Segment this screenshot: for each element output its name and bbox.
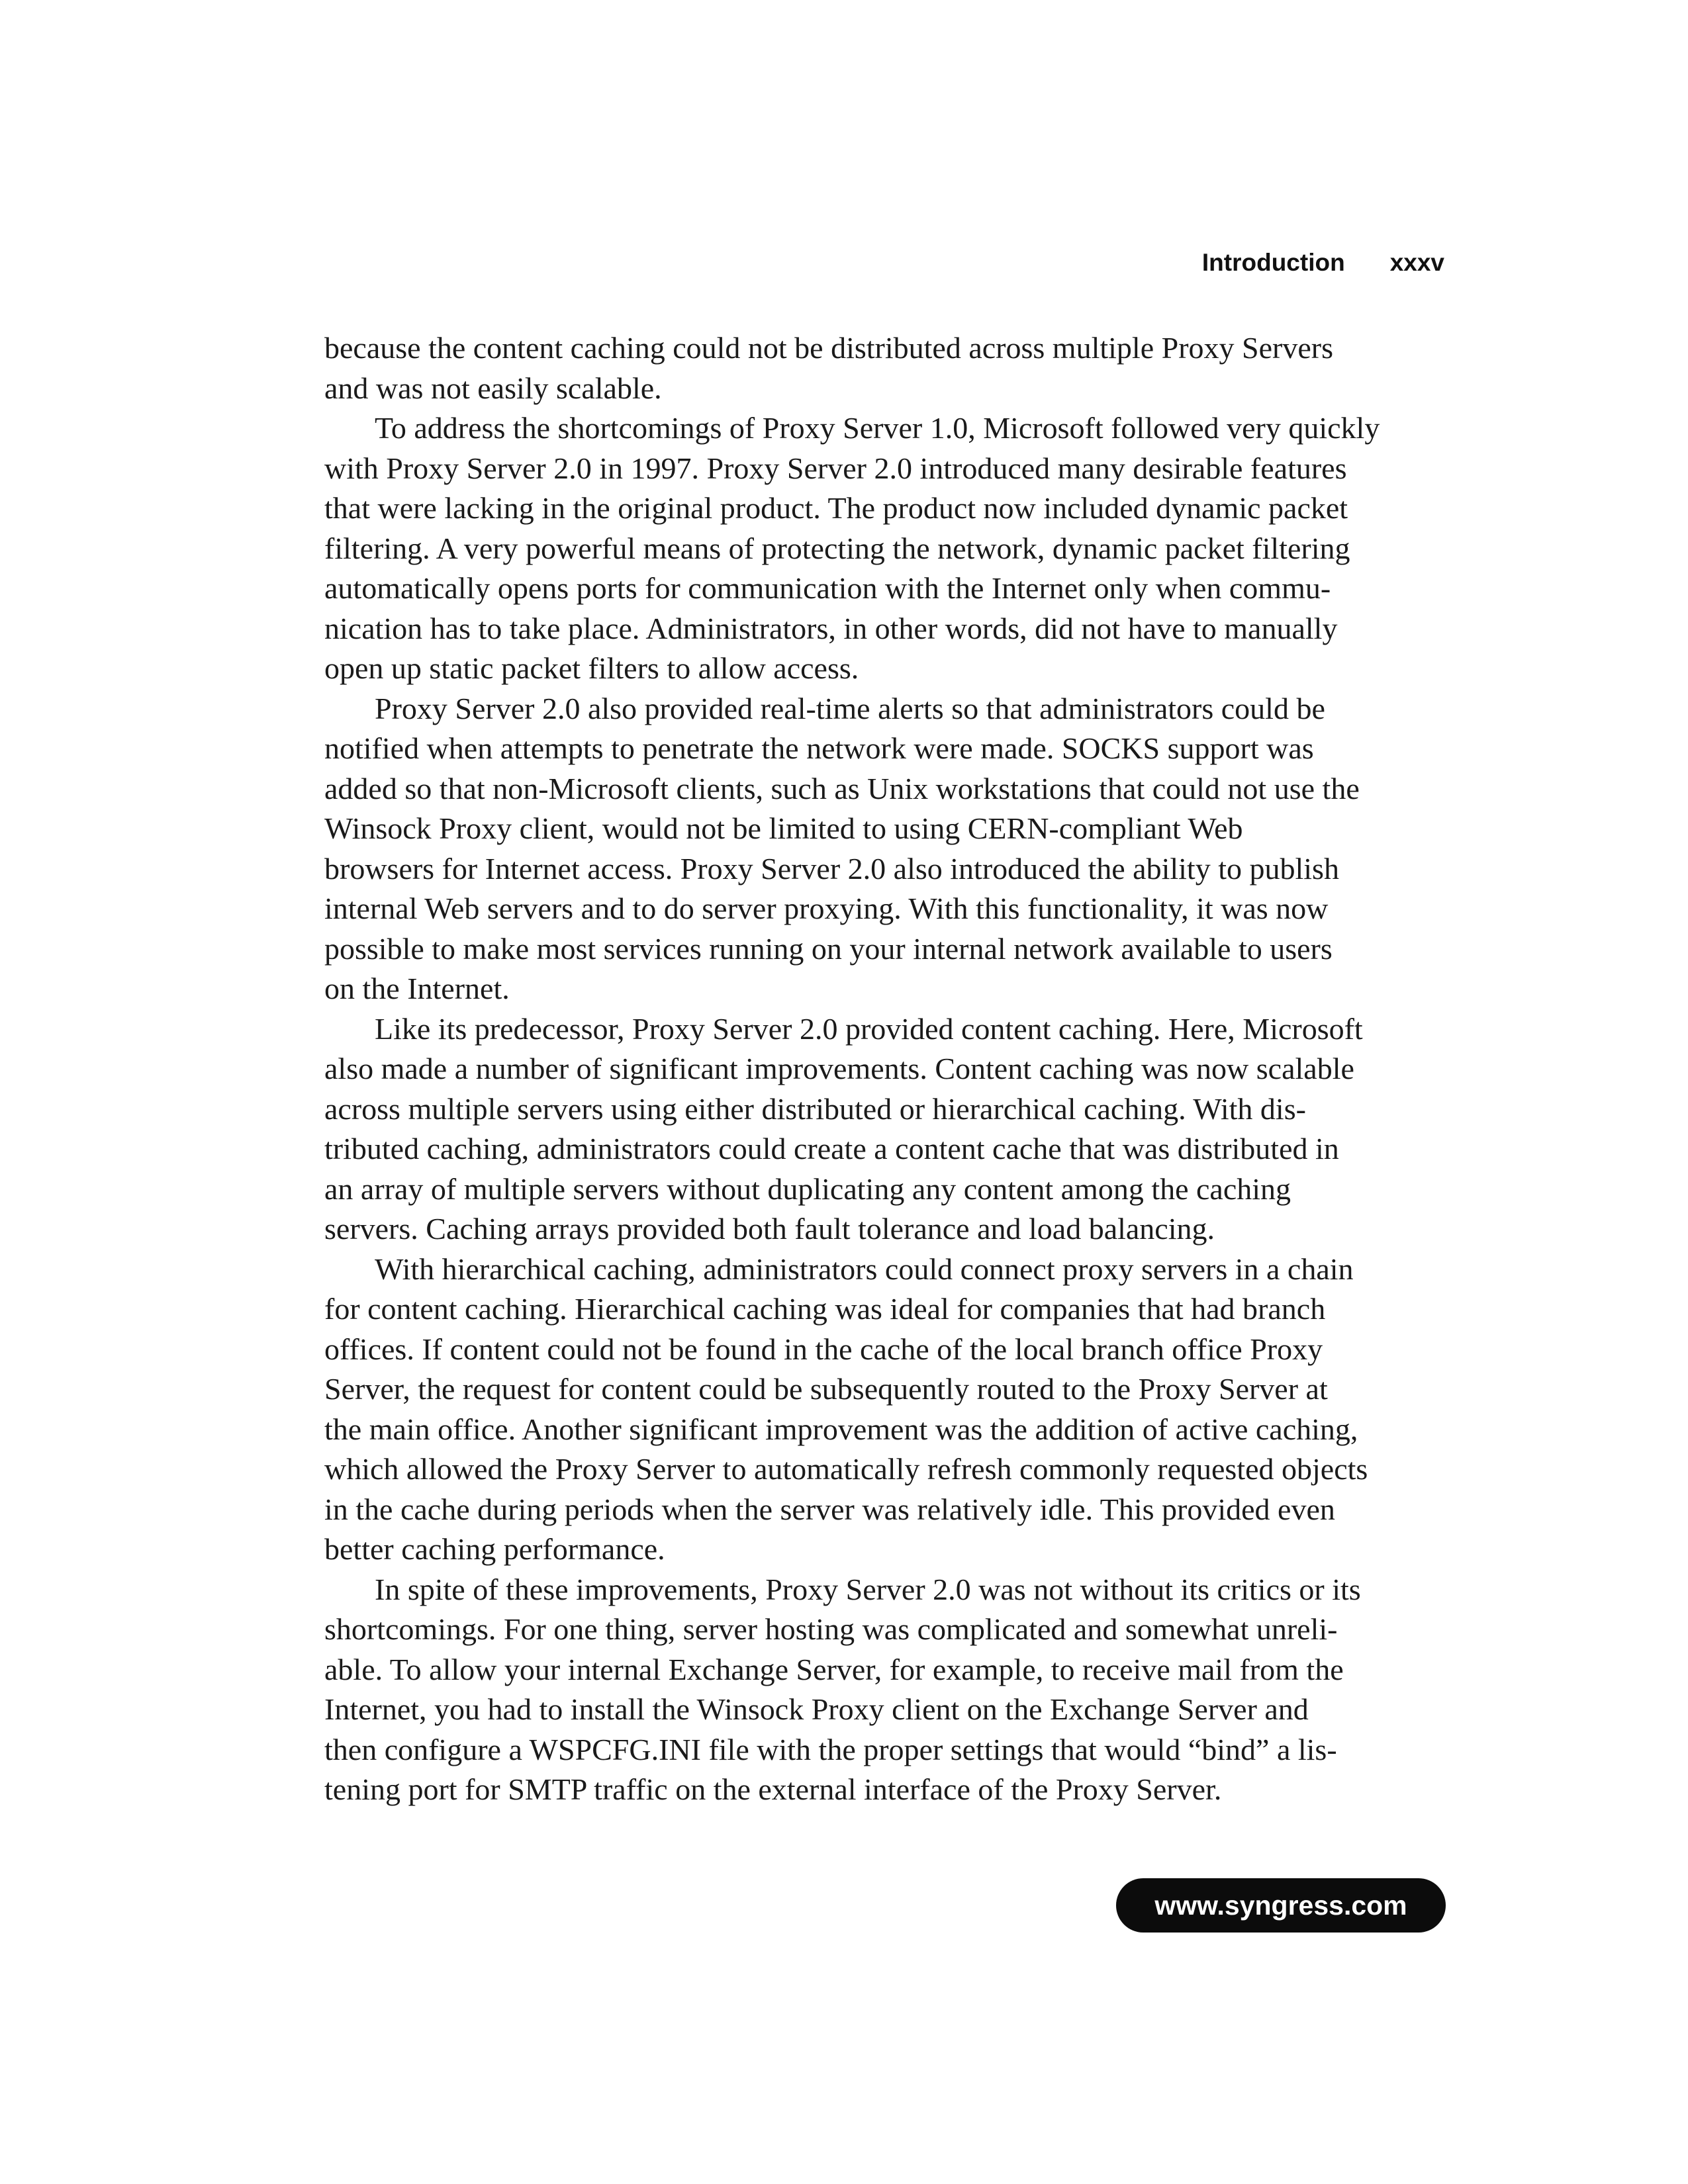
text-line: added so that non-Microsoft clients, such as Unix workstations that could not use the [324,771,1360,805]
text-line: the main office. Another significant improvement was the addition of active caching, [324,1412,1358,1446]
paragraph-first-line: To address the shortcomings of Proxy Server 1.0, Microsoft followed very quickly [375,411,1380,445]
text-line: internal Web servers and to do server proxying. With this functionality, it was now [324,891,1329,925]
text-line: because the content caching could not be distributed across multiple Proxy Servers [324,331,1333,365]
text-line: also made a number of significant improvements. Content caching was now scalable [324,1052,1354,1085]
section-title: Introduction [1201,249,1345,276]
text-line: filtering. A very powerful means of protecting the network, dynamic packet filtering [324,531,1350,565]
text-line: possible to make most services running on your internal network available to users [324,931,1333,966]
text-line: open up static packet filters to allow access. [324,651,859,685]
text-line: Server, the request for content could be subsequently routed to the Proxy Server at [324,1372,1328,1406]
paragraph-first-line: Proxy Server 2.0 also provided real-time alerts so that administrators could be [375,691,1325,725]
text-line: Internet, you had to install the Winsock Proxy client on the Exchange Server and [324,1692,1309,1726]
paragraph-first-line: With hierarchical caching, administrators could connect proxy servers in a chain [375,1251,1354,1286]
text-line: in the cache during periods when the server was relatively idle. This provided even [324,1492,1335,1526]
text-line: nication has to take place. Administrators, in other words, did not have to manually [324,611,1338,645]
text-line: able. To allow your internal Exchange Server, for example, to receive mail from the [324,1652,1344,1686]
text-line: and was not easily scalable. [324,371,662,405]
text-line: Winsock Proxy client, would not be limited to using CERN-compliant Web [324,811,1243,845]
text-line: tening port for SMTP traffic on the external interface of the Proxy Server. [324,1772,1222,1806]
page-number: xxxv [1389,249,1444,276]
text-line: offices. If content could not be found in the cache of the local branch office Proxy [324,1332,1323,1366]
text-line: automatically opens ports for communication with the Internet only when commu- [324,571,1331,605]
paragraph-first-line: Like its predecessor, Proxy Server 2.0 provided content caching. Here, Microsoft [375,1011,1363,1046]
text-line: browsers for Internet access. Proxy Server 2.0 also introduced the ability to publish [324,851,1339,886]
text-line: across multiple servers using either distributed or hierarchical caching. With dis- [324,1091,1306,1126]
text-line: with Proxy Server 2.0 in 1997. Proxy Server 2.0 introduced many desirable features [324,451,1347,485]
text-line: that were lacking in the original product. The product now included dynamic packet [324,491,1348,525]
body-text [324,328,1450,1810]
text-line: servers. Caching arrays provided both fault tolerance and load balancing. [324,1212,1215,1246]
text-line: then configure a WSPCFG.INI file with the proper settings that would “bind” a lis- [324,1732,1337,1766]
paragraph-first-line: In spite of these improvements, Proxy Server 2.0 was not without its critics or its [375,1572,1361,1606]
publisher-url-badge: www.syngress.com [1116,1878,1446,1933]
text-line: which allowed the Proxy Server to automatically refresh commonly requested objects [324,1452,1368,1486]
text-line: better caching performance. [324,1532,665,1566]
text-line: tributed caching, administrators could create a content cache that was distributed in [324,1132,1339,1165]
running-header [1202,249,1444,277]
text-line: on the Internet. [324,972,510,1005]
text-line: an array of multiple servers without duplicating any content among the caching [324,1171,1291,1206]
text-line: for content caching. Hierarchical caching was ideal for companies that had branch [324,1292,1326,1326]
text-line: notified when attempts to penetrate the network were made. SOCKS support was [324,731,1314,765]
text-line: shortcomings. For one thing, server hosting was complicated and somewhat unreli- [324,1612,1338,1646]
